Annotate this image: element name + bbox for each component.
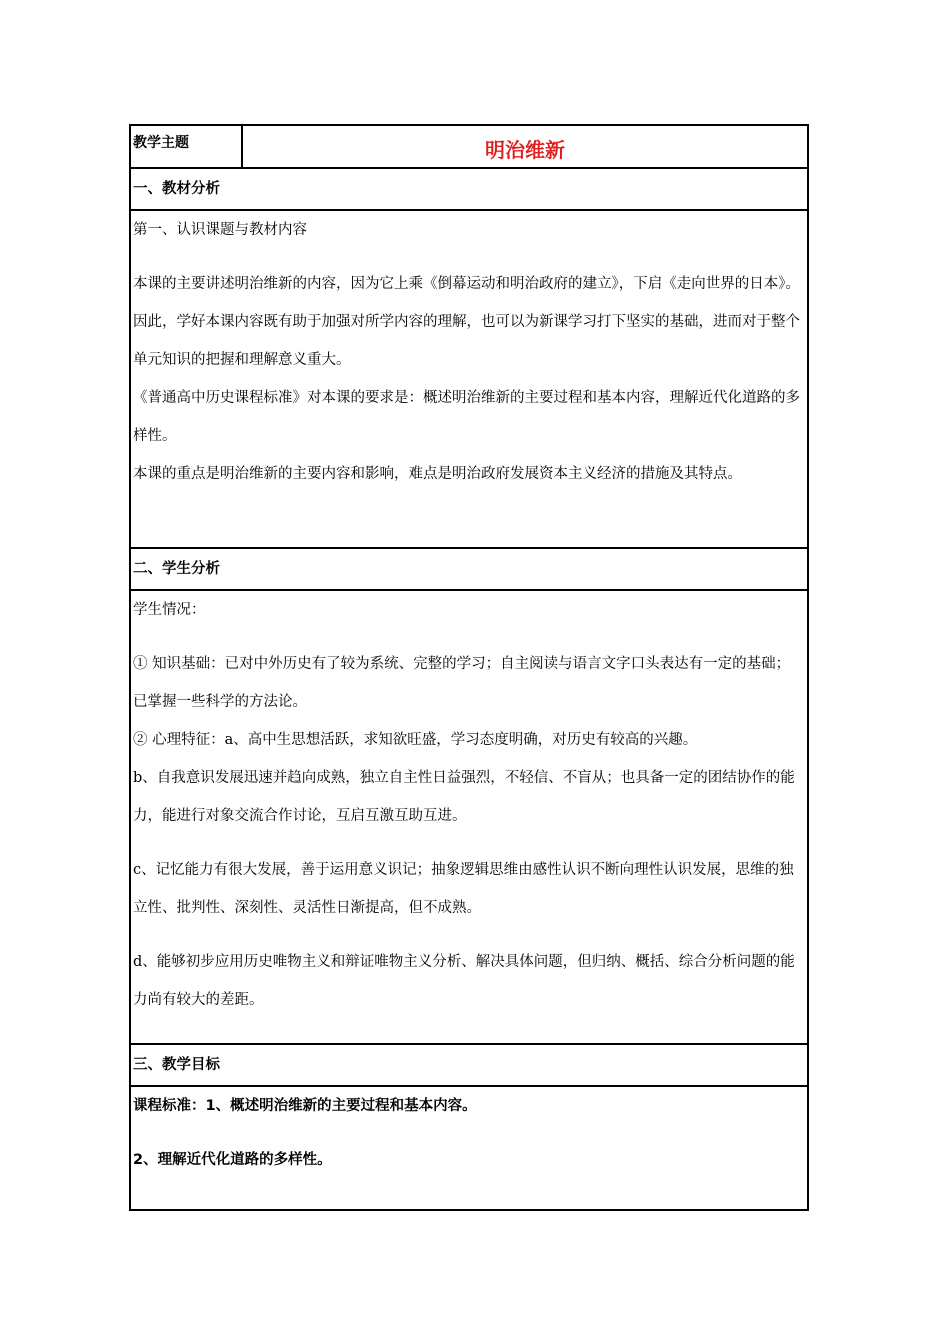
paragraph: 课程标准：1、概述明治维新的主要过程和基本内容。	[133, 1098, 477, 1114]
section-body-student-analysis	[131, 591, 807, 1045]
paragraph: b、自我意识发展迅速并趋向成熟，独立自主性日益强烈，不轻信、不盲从；也具备一定的团结协作的能力，能进行对象交流合作讨论，互启互激互助互进。	[133, 770, 795, 824]
paragraph: c、记忆能力有很大发展，善于运用意义识记；抽象逻辑思维由感性认识不断向理性认识发展，思维的独立性、批判性、深刻性、灵活性日渐提高，但不成熟。	[133, 862, 794, 916]
subheading: 学生情况：	[133, 602, 206, 618]
section-header-student-analysis: 二、学生分析	[131, 549, 807, 591]
paragraph: 《普通高中历史课程标准》对本课的要求是：概述明治维新的主要过程和基本内容，理解近代化道路的多样性。	[133, 390, 800, 444]
title-label: 教学主题	[131, 126, 243, 167]
section-header-textbook-analysis: 一、教材分析	[131, 169, 807, 211]
section-header-teaching-goals: 三、教学目标	[131, 1045, 807, 1087]
lesson-title: 明治维新	[485, 138, 565, 162]
paragraph: d、能够初步应用历史唯物主义和辩证唯物主义分析、解决具体问题，但归纳、概括、综合分析问题的能力尚有较大的差距。	[133, 954, 795, 1008]
section-body-teaching-goals	[131, 1087, 807, 1209]
lesson-plan-table	[129, 124, 809, 1211]
section-body-textbook-analysis	[131, 211, 807, 549]
paragraph: 本课的重点是明治维新的主要内容和影响，难点是明治政府发展资本主义经济的措施及其特点。	[133, 466, 742, 482]
paragraph: ① 知识基础：已对中外历史有了较为系统、完整的学习；自主阅读与语言文字口头表达有一定的基础；已掌握一些科学的方法论。	[133, 656, 791, 710]
subheading: 第一、认识课题与教材内容	[133, 222, 307, 238]
paragraph: ② 心理特征：a、高中生思想活跃，求知欲旺盛，学习态度明确，对历史有较高的兴趣。	[133, 732, 698, 748]
paragraph: 本课的主要讲述明治维新的内容，因为它上乘《倒幕运动和明治政府的建立》，下启《走向世界的日本》。因此，学好本课内容既有助于加强对所学内容的理解，也可以为新课学习打下坚实的基础，进而对于整个单元知识的把握和理解意义重大。	[133, 276, 800, 368]
title-row	[131, 126, 807, 169]
paragraph: 2、理解近代化道路的多样性。	[133, 1152, 332, 1168]
